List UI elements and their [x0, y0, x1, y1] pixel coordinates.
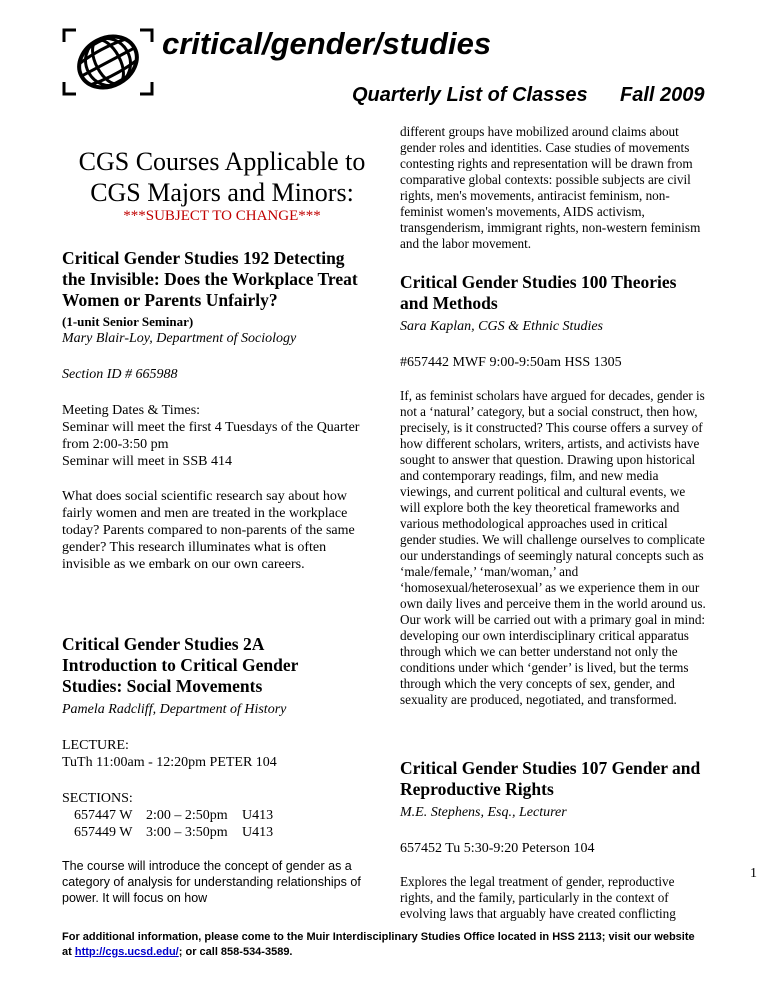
course-2a	[62, 634, 362, 841]
change-notice: ***SUBJECT TO CHANGE***	[123, 208, 321, 224]
section-time: 2:00 – 2:50pm	[146, 808, 228, 823]
course-title: Critical Gender Studies 192 Detecting the Invisible: Does the Workplace Treat Women or Parents Unfairly?	[62, 248, 358, 310]
course-192	[62, 248, 362, 573]
course-107	[400, 758, 706, 922]
section-id: 657449 W	[74, 825, 133, 840]
globe-grid-icon	[62, 28, 154, 96]
course-description: Explores the legal treatment of gender, reproductive rights, and the family, particularly in the context of evolving laws that arguably have created conflicting	[400, 874, 676, 921]
sections-label: SECTIONS:	[62, 791, 133, 806]
page-subtitle: Quarterly List of Classes	[352, 84, 588, 106]
lecture-time: TuTh 11:00am - 12:20pm PETER 104	[62, 755, 277, 770]
section-time: 3:00 – 3:50pm	[146, 825, 228, 840]
section-row	[74, 824, 273, 841]
website-link[interactable]: http://cgs.ucsd.edu/	[74, 946, 179, 958]
section-room: U413	[242, 825, 274, 840]
course-title: Critical Gender Studies 100 Theories and Methods	[400, 272, 677, 313]
course-description	[62, 858, 362, 906]
course-instructor: Mary Blair-Loy, Department of Sociology	[62, 331, 297, 346]
lecture-label: LECTURE:	[62, 738, 129, 753]
page-number: 1	[750, 866, 757, 881]
course-2a-continued	[400, 124, 706, 252]
meeting-room: Seminar will meet in SSB 414	[62, 454, 232, 469]
section-row	[74, 807, 273, 824]
course-schedule: #657442 MWF 9:00-9:50am HSS 1305	[400, 355, 622, 370]
meeting-time: Seminar will meet the first 4 Tuesdays of the Quarter from 2:00-3:50 pm	[62, 420, 360, 452]
course-instructor: Pamela Radcliff, Department of History	[62, 702, 287, 717]
course-title: Critical Gender Studies 2A Introduction to Critical Gender Studies: Social Movements	[62, 634, 299, 696]
term-label: Fall 2009	[620, 84, 705, 106]
course-unit: (1-unit Senior Seminar)	[62, 314, 194, 329]
course-100	[400, 272, 706, 708]
course-instructor: M.E. Stephens, Esq., Lecturer	[400, 805, 567, 820]
course-description: What does social scientific research say about how fairly women and men are treated in the workplace today? Parents compared to non-parents of the same gender? This research illuminates what is often invisible as we embark on our own careers.	[62, 489, 355, 572]
section-id: Section ID # 665988	[62, 367, 178, 382]
meeting-label: Meeting Dates & Times:	[62, 403, 201, 418]
sections-table	[74, 807, 273, 841]
footer-text-end: ; or call 858-534-3589.	[178, 946, 293, 958]
course-title: Critical Gender Studies 107 Gender and Reproductive Rights	[400, 758, 701, 799]
course-instructor: Sara Kaplan, CGS & Ethnic Studies	[400, 319, 603, 334]
course-schedule: 657452 Tu 5:30-9:20 Peterson 104	[400, 841, 595, 856]
footer-text: For additional information, please come to the Muir Interdisciplinary Studies Office located in HSS 2113; visit our website at	[62, 931, 695, 958]
section-room: U413	[242, 808, 274, 823]
description-text: different groups have mobilized around claims about gender roles and identities. Case studies of movements contesting rights and representation will be drawn from comparative global contexts: possible subjects are civil rights, men's movements, antiracist feminism, non-feminist women's movements, AIDS activism, transgenderism, immigrant rights, non-western feminism and the labor movement.	[400, 124, 701, 251]
site-title: critical/gender/studies	[162, 26, 492, 61]
section-heading: CGS Courses Applicable to CGS Majors and Minors:	[78, 147, 366, 207]
section-id: 657447 W	[74, 808, 133, 823]
footer	[62, 930, 702, 960]
description-text: The course will introduce the concept of gender as a category of analysis for understanding relationships of power. It will focus on how	[62, 859, 361, 905]
course-description: If, as feminist scholars have argued for decades, gender is not a ‘natural’ category, but a social construct, then how, precisely, is it constructed? This course offers a survey of how different scholars, writers, artists, and activists have sought to answer that question. Drawing upon historical and contemporary readings, film, and new media viewings, and current political and cultural events, we will explore both the key theoretical frameworks and various methodological approaches used in critical gender studies. We will challenge ourselves to complicate our understandings of seemingly natural concepts such as ‘male/female,’ ‘man/woman,’ and ‘homosexual/heterosexual’ as we experience them in our own daily lives and perceive them in the world around us. Our work will be carried out with a primary goal in mind: developing our own interdisciplinary critical apparatus through which we can better understand not only the conditions under which ‘gender’ is lived, but the terms through which the very concepts of sex, gender, and sexuality are produced, negotiated, and transformed.	[400, 388, 706, 707]
